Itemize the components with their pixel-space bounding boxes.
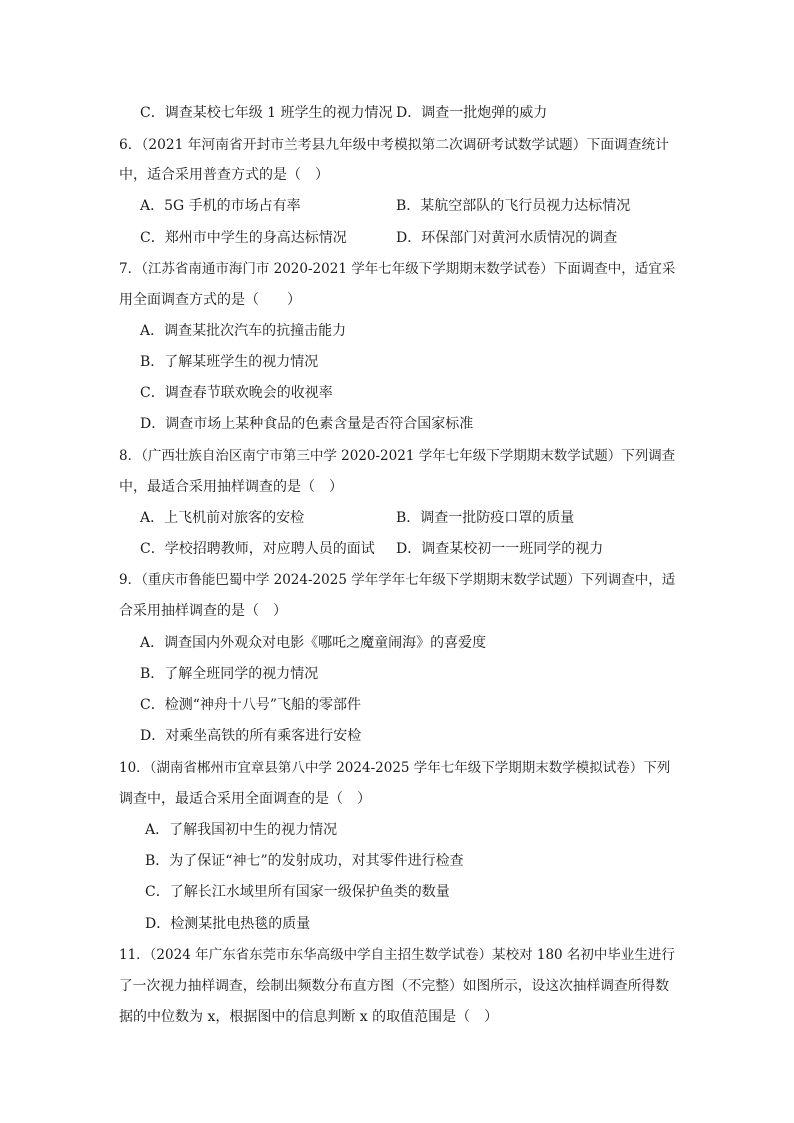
q9-option-a: A．调查国内外观众对电影《哪吒之魔童闹海》的喜爱度 xyxy=(140,635,487,651)
q6-option-c: C．郑州市中学生的身高达标情况 xyxy=(140,230,347,246)
q6-option-d: D．环保部门对黄河水质情况的调查 xyxy=(396,230,618,246)
q8-stem-line-1: 8．（广西壮族自治区南宁市第三中学 2020-2021 学年七年级下学期期末数学试题）下列调查 xyxy=(119,448,676,464)
q8-stem-line-2: 中，最适合采用抽样调查的是（ ） xyxy=(119,479,343,495)
q8-option-c: C．学校招聘教师，对应聘人员的面试 xyxy=(140,541,375,557)
q10-option-b: B．为了保证“神七”的发射成功，对其零件进行检查 xyxy=(145,853,464,869)
q10-stem-line-1: 10．（湖南省郴州市宜章县第八中学 2024-2025 学年七年级下学期期末数学模拟试卷）下列 xyxy=(119,760,671,776)
q8-option-b: B．调查一批防疫口罩的质量 xyxy=(396,510,575,526)
q10-option-a: A．了解我国初中生的视力情况 xyxy=(145,822,338,838)
q5-option-d: D．调查一批炮弹的威力 xyxy=(396,105,548,121)
q9-stem-line-2: 合采用抽样调查的是（ ） xyxy=(119,603,287,619)
q7-option-d: D．调查市场上某种食品的色素含量是否符合国家标准 xyxy=(140,416,474,432)
q11-stem-line-1: 11．（2024 年广东省东莞市东华高级中学自主招生数学试卷）某校对 180 名初中毕业生进行 xyxy=(119,947,675,963)
q10-stem-line-2: 调查中，最适合采用全面调查的是（ ） xyxy=(119,791,371,807)
q8-option-a: A．上飞机前对旅客的安检 xyxy=(140,510,305,526)
q9-option-b: B．了解全班同学的视力情况 xyxy=(140,666,319,682)
q10-option-d: D．检测某批电热毯的质量 xyxy=(145,916,311,932)
q5-option-c: C．调查某校七年级 1 班学生的视力情况 xyxy=(140,105,393,121)
q6-option-a: A．5G 手机的市场占有率 xyxy=(140,198,301,214)
q11-stem-line-2: 了一次视力抽样调查，绘制出频数分布直方图（不完整）如图所示，设这次抽样调查所得数 xyxy=(119,978,670,994)
q9-stem-line-1: 9．（重庆市鲁能巴蜀中学 2024-2025 学年学年七年级下学期期末数学试题）下列调查中，适 xyxy=(119,572,676,588)
q7-stem-line-2: 用全面调查方式的是（ ） xyxy=(119,292,301,308)
q6-stem-line-1: 6．（2021 年河南省开封市兰考县九年级中考模拟第二次调研考试数学试题）下面调查统计 xyxy=(119,137,669,153)
q7-option-c: C．调查春节联欢晚会的收视率 xyxy=(140,385,333,401)
q7-stem-line-1: 7．（江苏省南通市海门市 2020-2021 学年七年级下学期期末数学试卷）下面调查中，适宜采 xyxy=(119,261,676,277)
q9-option-d: D．对乘坐高铁的所有乘客进行安检 xyxy=(140,728,362,744)
q11-stem-line-3: 据的中位数为 x，根据图中的信息判断 x 的取值范围是（ ） xyxy=(119,1009,499,1025)
q7-option-b: B．了解某班学生的视力情况 xyxy=(140,354,319,370)
q7-option-a: A．调查某批次汽车的抗撞击能力 xyxy=(140,323,347,339)
q9-option-c: C．检测“神舟十八号”飞船的零部件 xyxy=(140,697,362,713)
q8-option-d: D．调查某校初一一班同学的视力 xyxy=(396,541,604,557)
q6-option-b: B．某航空部队的飞行员视力达标情况 xyxy=(396,198,631,214)
q6-stem-line-2: 中，适合采用普查方式的是（ ） xyxy=(119,167,329,183)
q10-option-c: C．了解长江水域里所有国家一级保护鱼类的数量 xyxy=(145,884,450,900)
